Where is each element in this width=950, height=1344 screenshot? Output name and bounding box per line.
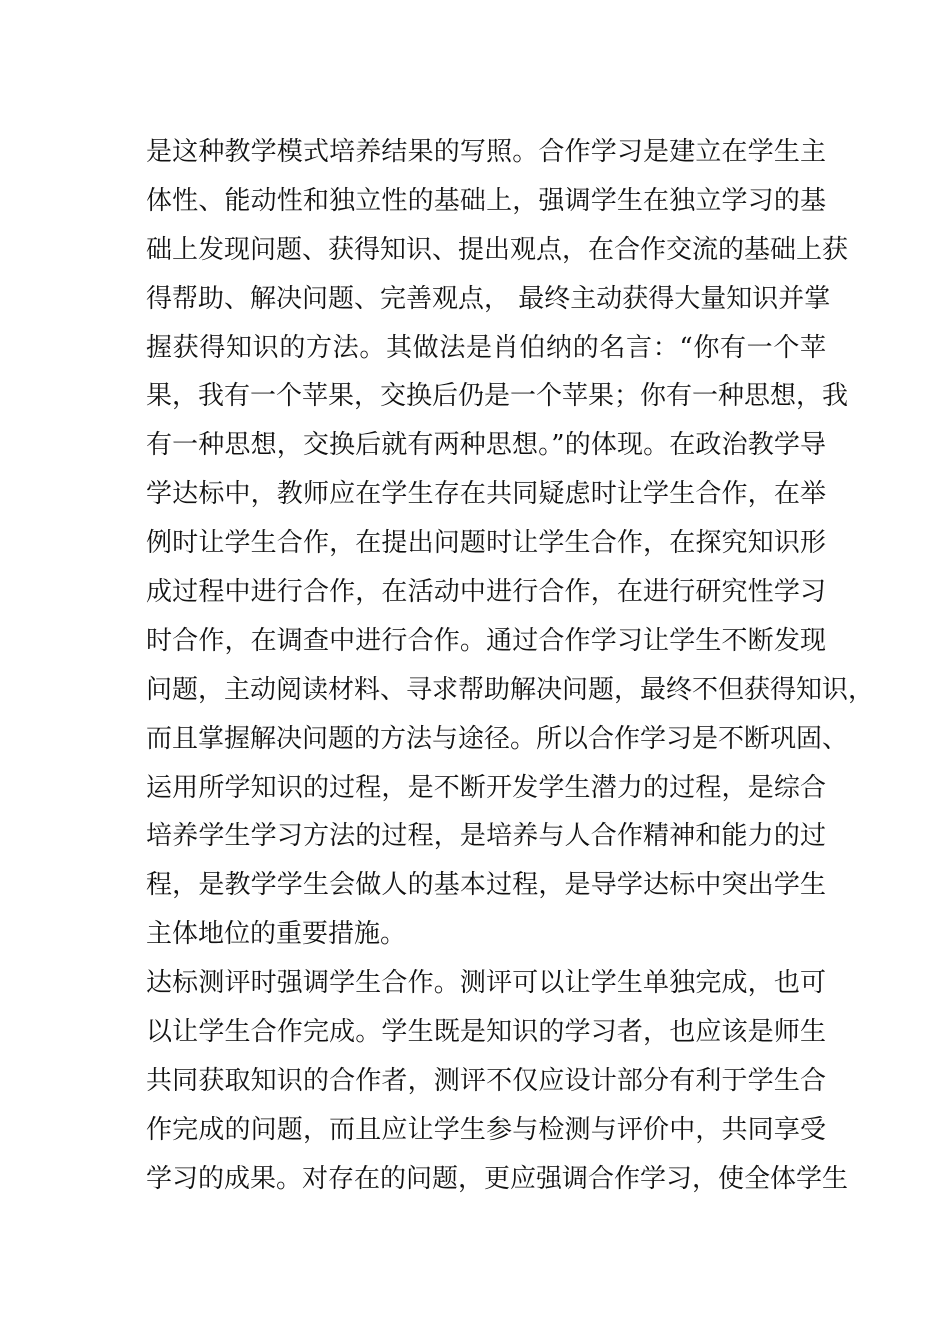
text-line: 例时让学生合作，在提出问题时让学生合作，在探究知识形 bbox=[146, 528, 826, 559]
text-line: 培养学生学习方法的过程，是培养与人合作精神和能力的过 bbox=[146, 821, 826, 852]
text-line: 是这种教学模式培养结果的写照。合作学习是建立在学生主 bbox=[146, 137, 826, 167]
text-line: 果，我有一个苹果，交换后仍是一个苹果；你有一种思想，我 bbox=[146, 381, 849, 412]
text-line: 握获得知识的方法。其做法是肖伯纳的名言：“你有一个苹 bbox=[146, 332, 826, 363]
text-line: 作完成的问题，而且应让学生参与检测与评价中，共同享受 bbox=[146, 1114, 826, 1145]
text-line: 有一种思想，交换后就有两种思想。”的体现。在政治教学导 bbox=[146, 430, 826, 461]
text-line: 共同获取知识的合作者，测评不仅应设计部分有利于学生合 bbox=[146, 1065, 826, 1096]
text-line: 程，是教学学生会做人的基本过程，是导学达标中突出学生 bbox=[146, 870, 826, 901]
text-line: 体性、能动性和独立性的基础上，强调学生在独立学习的基 bbox=[146, 185, 826, 216]
text-line: 达标测评时强调学生合作。测评可以让学生单独完成，也可 bbox=[146, 968, 826, 999]
text-line: 学达标中，教师应在学生存在共同疑虑时让学生合作，在举 bbox=[146, 479, 826, 510]
text-line: 以让学生合作完成。学生既是知识的学习者，也应该是师生 bbox=[146, 1017, 826, 1048]
paragraph-2 bbox=[146, 959, 849, 1203]
text-line: 主体地位的重要措施。 bbox=[146, 919, 407, 950]
text-line: 问题，主动阅读材料、寻求帮助解决问题，最终不但获得知识， bbox=[146, 674, 875, 705]
text-line: 运用所学知识的过程，是不断开发学生潜力的过程，是综合 bbox=[146, 772, 826, 803]
text-line: 而且掌握解决问题的方法与途径。所以合作学习是不断巩固、 bbox=[146, 723, 849, 754]
text-line: 时合作，在调查中进行合作。通过合作学习让学生不断发现 bbox=[146, 625, 826, 656]
body-text bbox=[146, 128, 875, 1204]
text-line: 学习的成果。对存在的问题，更应强调合作学习，使全体学生 bbox=[146, 1163, 849, 1194]
text-line: 础上发现问题、获得知识、提出观点，在合作交流的基础上获 bbox=[146, 234, 849, 265]
paragraph-1 bbox=[146, 128, 875, 959]
text-line: 得帮助、解决问题、完善观点， 最终主动获得大量知识并掌 bbox=[146, 283, 831, 314]
text-line: 成过程中进行合作，在活动中进行合作，在进行研究性学习 bbox=[146, 577, 826, 608]
